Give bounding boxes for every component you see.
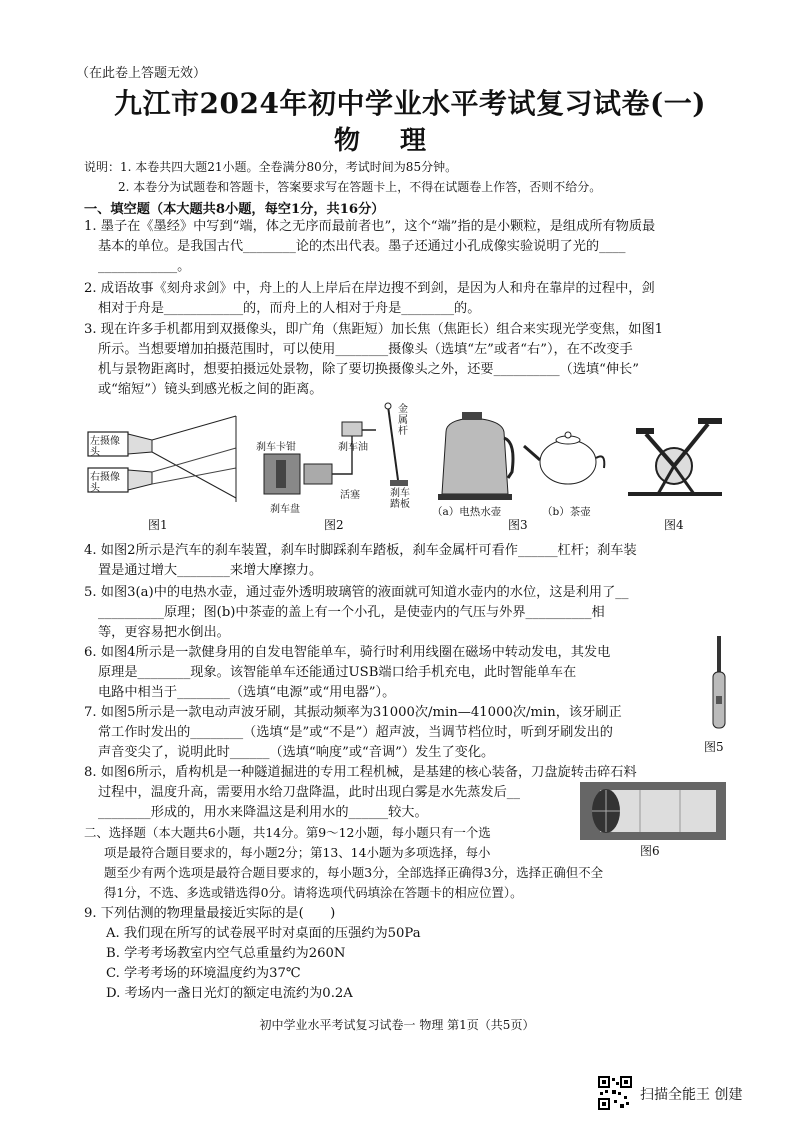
fig5-caption: 图5 — [704, 740, 724, 754]
figure-1 — [86, 412, 246, 510]
q7-line: 声音变尖了，说明此时______（选填“响度”或“音调”）发生了变化。 — [98, 745, 495, 760]
smart-bike-image — [618, 410, 732, 506]
fig2-label: 刹车盘 — [270, 504, 300, 515]
q3-line: 所示。当想要增加拍摄范围时，可以使用________摄像头（选填“左”或者“右”），在不改变手 — [98, 342, 633, 357]
q1-line: ____________。 — [98, 259, 191, 274]
q8-line: ________形成的，用水来降温这是利用水的______较大。 — [98, 805, 428, 820]
fig6-caption: 图6 — [640, 844, 660, 858]
shield-machine-image — [580, 782, 726, 840]
scanner-watermark: 扫描全能王 创建 — [640, 1087, 743, 1103]
fig2-label: 活塞 — [340, 490, 360, 501]
q2-line: 2. 成语故事《刻舟求剑》中，舟上的人上岸后在岸边搜不到剑，是因为人和舟在靠岸的过程中，剑 — [84, 281, 655, 296]
fig1-caption: 图1 — [148, 518, 168, 532]
q9-stem: 9. 下列估测的物理量最接近实际的是( ) — [84, 906, 336, 921]
q5-line: 5. 如图3(a)中的电热水壶，通过壶外透明玻璃管的液面就可知道水壶内的水位，这是利用了__ — [84, 585, 629, 600]
fig2-label: 刹车卡钳 — [256, 442, 296, 453]
q7-line: 7. 如图5所示是一款电动声波牙刷，其振动频率为31000次/min—41000次/min，该牙刷正 — [84, 705, 622, 720]
fig4-caption: 图4 — [664, 518, 684, 532]
fig2-label: 刹车油 — [338, 442, 368, 453]
figure-2 — [256, 400, 418, 515]
q3-line: 或“缩短”）镜头到感光板之间的距离。 — [98, 382, 323, 397]
q9-option: D. 考场内一盏日光灯的额定电流约为0.2A — [106, 986, 353, 1001]
kettle-and-teapot — [432, 402, 608, 506]
q6-line: 原理是________现象。该智能单车还能通过USB端口给手机充电，此时智能单车在 — [98, 665, 577, 680]
q3-line: 3. 现在许多手机都用到双摄像头，即广角（焦距短）加长焦（焦距长）组合来实现光学变焦，如图1 — [84, 322, 664, 337]
q6-line: 6. 如图4所示是一款健身用的自发电智能单车，骑行时利用线圈在磁场中转动发电，其发电 — [84, 645, 611, 660]
q2-line: 相对于舟是____________的，而舟上的人相对于舟是________的。 — [98, 301, 481, 316]
section1-heading: 一、填空题（本大题共8小题，每空1分，共16分） — [84, 202, 385, 217]
q1-line: 基本的单位。是我国古代________论的杰出代表。墨子还通过小孔成像实验说明了光的____ — [98, 239, 626, 254]
section2-line: 二、选择题（本大题共6小题，共14分。第9～12小题，每小题只有一个选 — [84, 825, 491, 840]
q9-option: B. 学考考场教室内空气总重量约为260N — [106, 946, 346, 961]
q9-option: C. 学考考场的环境温度约为37℃ — [106, 966, 301, 981]
instruction-1: 说明：1. 本卷共四大题21小题。全卷满分80分，考试时间为85分钟。 — [84, 160, 458, 174]
fig2-label: 刹车踏板 — [390, 488, 410, 510]
q5-line: 等，更容易把水倒出。 — [98, 625, 230, 640]
q4-line: 置是通过增大________来增大摩擦力。 — [98, 563, 323, 578]
section2-line: 项是最符合题目要求的，每小题2分；第13、14小题为多项选择，每小 — [104, 845, 491, 860]
q4-line: 4. 如图2所示是汽车的刹车装置，刹车时脚踩刹车踏板，刹车金属杆可看作______杠杆；刹车装 — [84, 543, 637, 558]
notice-text: （在此卷上答题无效） — [76, 66, 207, 81]
q6-line: 电路中相当于________（选填“电源”或“用电器”）。 — [98, 685, 396, 700]
fig1-right-label: 右摄像头 — [90, 472, 120, 494]
figure-3 — [432, 402, 608, 506]
fig1-left-label: 左摄像头 — [90, 436, 120, 458]
fig3b-label: （b）茶壶 — [542, 506, 591, 518]
q8-line: 过程中，温度升高，需要用水给刀盘降温，此时出现白雾是水先蒸发后__ — [98, 785, 520, 800]
page-footer: 初中学业水平考试复习试卷一 物理 第1页（共5页） — [259, 1018, 535, 1032]
fig3-caption: 图3 — [508, 518, 528, 532]
q5-line: __________原理；图(b)中茶壶的盖上有一个小孔，是使壶内的气压与外界__________相 — [98, 605, 605, 620]
toothbrush-image — [708, 636, 730, 732]
q7-line: 常工作时发出的________（选填“是”或“不是”）超声波，当调节档位时，听到牙刷发出的 — [98, 725, 613, 740]
q1-line: 1. 墨子在《墨经》中写到“端，体之无序而最前者也”，这个“端”指的是小颗粒，是组成所有物质最 — [84, 219, 656, 234]
figure-4 — [618, 410, 732, 506]
figure-5 — [708, 636, 730, 732]
section2-line: 得1分，不选、多选或错选得0分。请将选项代码填涂在答题卡的相应位置）。 — [104, 885, 523, 900]
page-title: 九江市2024年初中学业水平考试复习试卷(一) — [114, 87, 706, 120]
section2-line: 题至少有两个选项是最符合题目要求的，每小题3分，全部选择正确得3分，选择正确但不全 — [104, 865, 604, 880]
qr-code-icon — [598, 1076, 632, 1110]
dual-camera-diagram — [86, 412, 246, 510]
subject-title: 物理 — [333, 126, 466, 156]
q8-line: 8. 如图6所示，盾构机是一种隧道掘进的专用工程机械，是基建的核心装备，刀盘旋转击碎石料 — [84, 765, 637, 780]
fig2-caption: 图2 — [324, 518, 344, 532]
figure-6 — [580, 782, 726, 840]
fig2-label: 金属杆 — [398, 404, 408, 437]
q3-line: 机与景物距离时，想要拍摄远处景物，除了要切换摄像头之外，还要__________（选填“伸长” — [98, 362, 639, 377]
instruction-2: 2. 本卷分为试题卷和答题卡，答案要求写在答题卡上，不得在试题卷上作答，否则不给分。 — [118, 180, 602, 194]
fig3a-label: （a）电热水壶 — [432, 506, 502, 518]
q9-option: A. 我们现在所写的试卷展平时对桌面的压强约为50Pa — [106, 926, 421, 941]
